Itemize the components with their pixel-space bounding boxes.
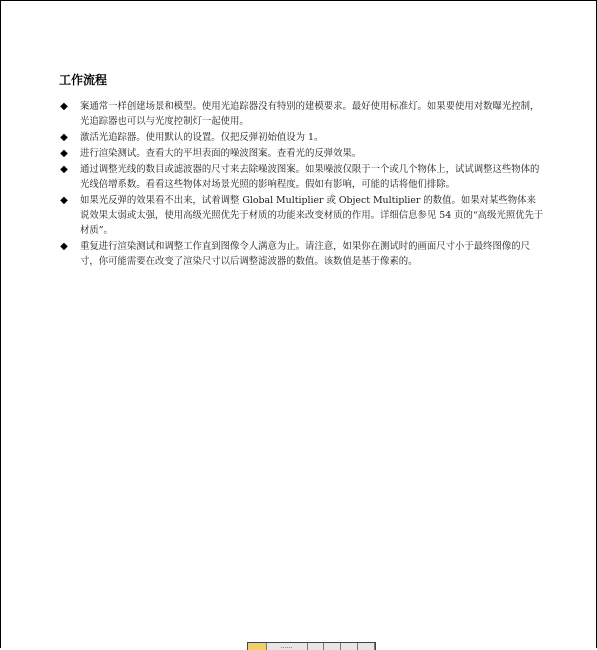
list-item-text: 如果光反弹的效果看不出来，试着调整 Global Multiplier 或 Object Multiplier 的数值。如果对某些物体来说效果太弱或太强，使用高级光照优先于材质的功能来改变材质的作用。详细信息参见 54 页的“高级光照优先于材质”。 xyxy=(80,195,544,236)
diamond-bullet-icon: ◆ xyxy=(60,132,68,143)
diamond-bullet-icon: ◆ xyxy=(60,101,68,112)
diamond-bullet-icon: ◆ xyxy=(60,195,68,206)
toolbar-button[interactable]: …… xyxy=(267,643,308,650)
list-item-text: 重复进行渲染测试和调整工作直到图像令人满意为止。请注意，如果你在测试时的画面尺寸小于最终图像的尺寸，你可能需要在改变了渲染尺寸以后调整滤波器的数值。该数值是基于像素的。 xyxy=(80,241,531,267)
list-item-text: 激活光追踪器。使用默认的设置。仅把反弹初始值设为 1。 xyxy=(80,132,324,143)
diamond-bullet-icon: ◆ xyxy=(60,241,68,252)
list-item-text: 通过调整光线的数目或滤波器的尺寸来去除噪波图案。如果噪波仅限于一个或几个物体上，试试调整这些物体的光线倍增系数。看看这些物体对场景光照的影响程度。假如有影响，可能的话将他们排除。 xyxy=(80,164,540,190)
diamond-bullet-icon: ◆ xyxy=(60,164,68,175)
list-item xyxy=(58,99,544,129)
list-item xyxy=(58,146,544,161)
list-item xyxy=(58,239,544,269)
list-item-text: 案通常一样创建场景和模型。使用光追踪器没有特别的建模要求。最好使用标准灯。如果要使用对数曝光控制，光追踪器也可以与光度控制灯一起使用。 xyxy=(80,101,540,127)
list-item xyxy=(58,130,544,145)
list-item-text: 进行渲染测试。查看大的平坦表面的噪波图案。查看光的反弹效果。 xyxy=(80,148,362,159)
list-item xyxy=(58,193,544,238)
list-item xyxy=(58,162,544,192)
workflow-list xyxy=(58,99,544,270)
diamond-bullet-icon: ◆ xyxy=(60,148,68,159)
section-title: 工作流程 xyxy=(59,73,108,87)
